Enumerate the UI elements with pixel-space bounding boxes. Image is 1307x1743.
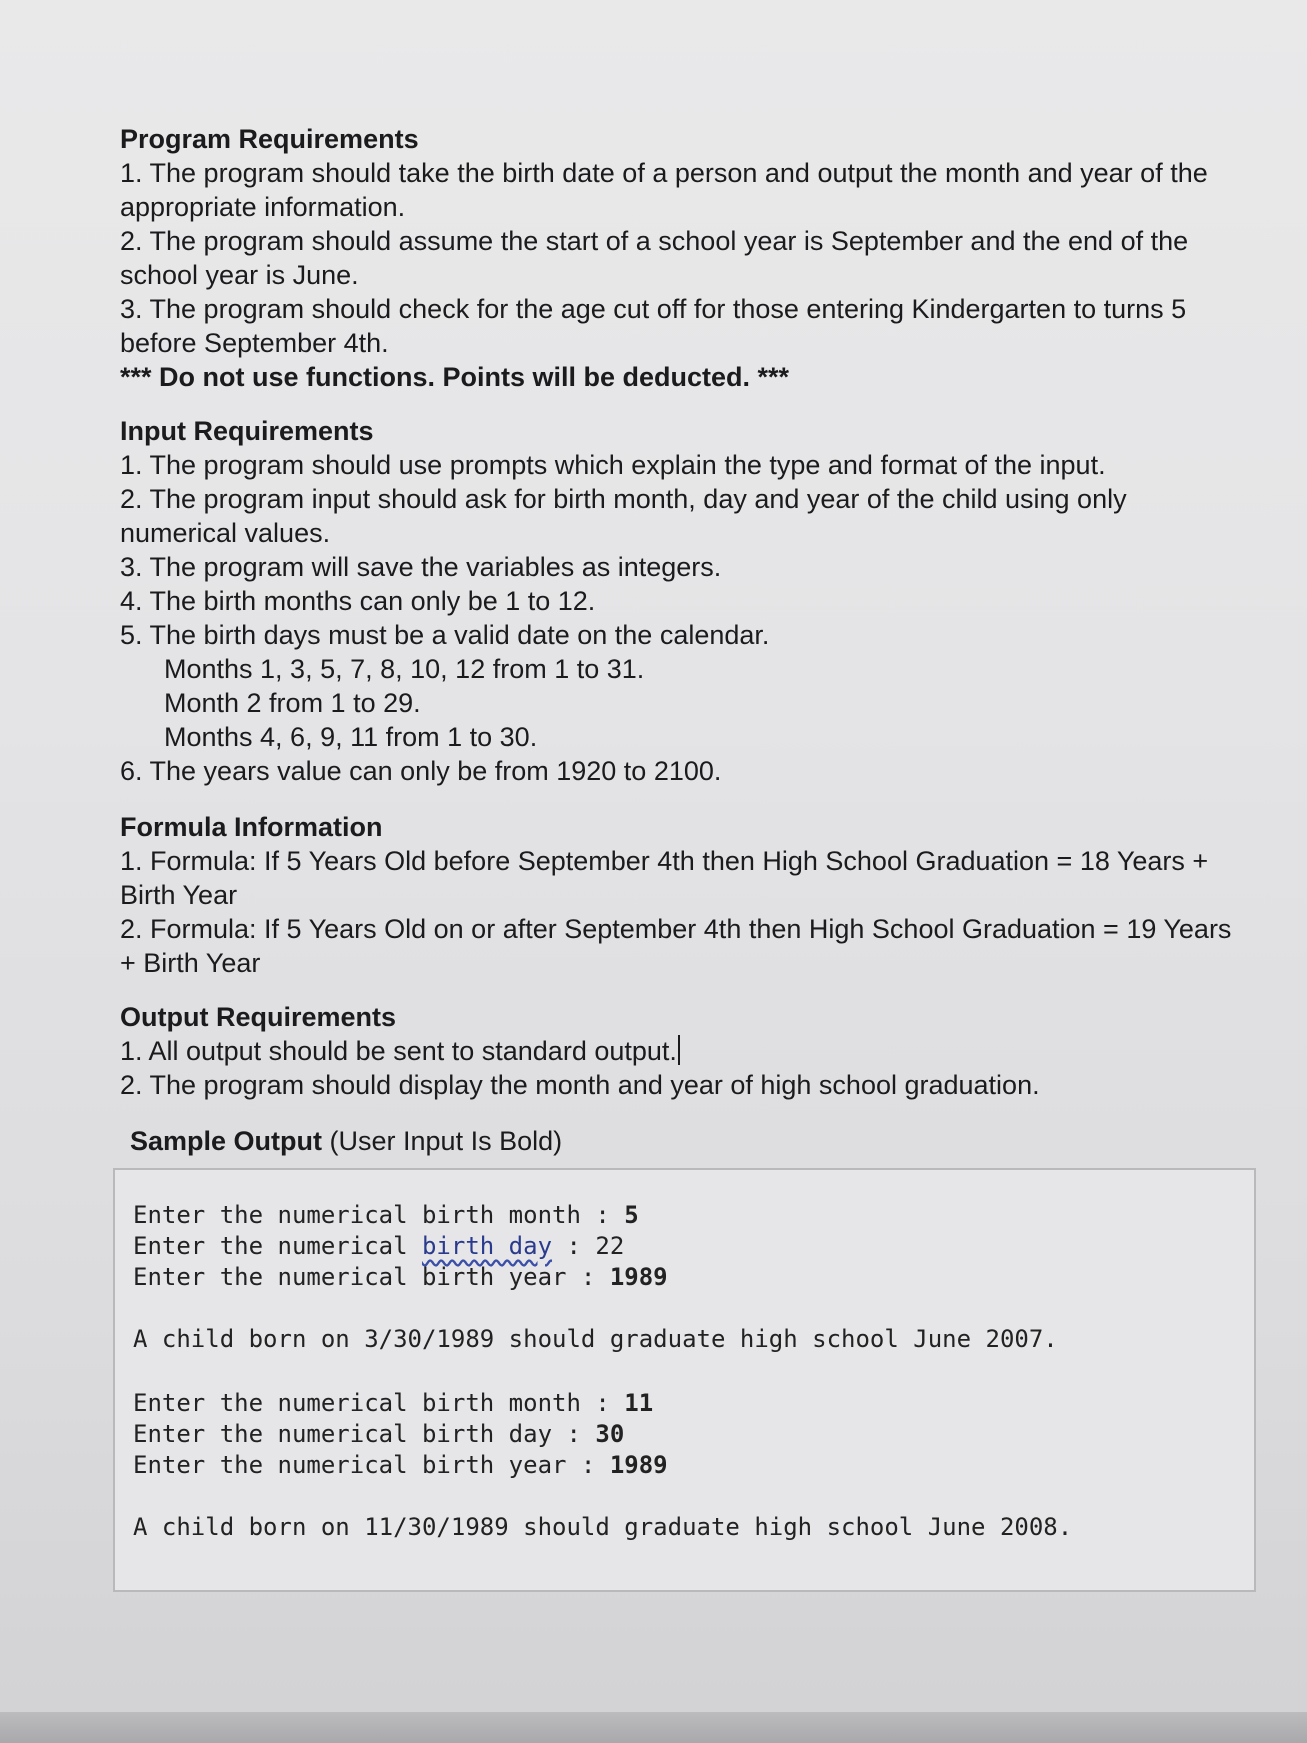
console-line [133,1450,668,1481]
valid-days-rule: Months 1, 3, 5, 7, 8, 10, 12 from 1 to 31. [164,654,645,684]
output-requirement-item: 2. The program should display the month and year of high school graduation. [120,1070,1040,1100]
user-input: 1989 [609,1451,668,1479]
valid-days-rule: Month 2 from 1 to 29. [164,688,421,718]
valid-days-rule: Months 4, 6, 9, 11 from 1 to 30. [164,722,538,752]
prompt-text: : [552,1232,596,1260]
input-requirement-item: 5. The birth days must be a valid date on the calendar. [120,620,770,650]
console-line [133,1231,624,1262]
sample-output-title-rest: (User Input Is Bold) [322,1126,563,1156]
user-input: 22 [595,1232,625,1260]
formula-information-heading: Formula Information [120,812,383,842]
input-requirement-item: 4. The birth months can only be 1 to 12. [120,586,596,616]
input-requirements-heading: Input Requirements [120,416,374,446]
prompt-text: Enter the numerical birth day : [133,1420,596,1448]
console-line [133,1388,653,1419]
output-requirements-heading: Output Requirements [120,1002,397,1032]
console-result-line: A child born on 3/30/1989 should graduate high school June 2007. [133,1325,1058,1353]
text-cursor [678,1035,680,1065]
prompt-text: Enter the numerical birth month : [133,1389,625,1417]
input-requirement-item: 3. The program will save the variables as integers. [120,552,722,582]
output-requirement-item [120,1034,1240,1068]
user-input: 5 [624,1201,639,1229]
console-line [133,1200,639,1231]
user-input: 30 [595,1420,625,1448]
formula-information-section [120,810,1240,980]
program-requirements-heading: Program Requirements [120,124,419,154]
sample-output-title-bold: Sample Output [130,1126,323,1156]
monitor-bezel [0,1712,1307,1743]
prompt-text: Enter the numerical birth year : [133,1263,610,1291]
formula-item: 2. Formula: If 5 Years Old on or after September 4th then High School Graduation = 19 Years + Birth Year [120,914,1232,978]
output-requirement-text: 1. All output should be sent to standard output. [120,1036,677,1066]
input-requirement-item: 2. The program input should ask for birth month, day and year of the child using only numerical values. [120,484,1127,548]
program-requirement-item: 1. The program should take the birth date of a person and output the month and year of the appropriate information. [120,158,1208,222]
input-requirements-section [120,414,1240,788]
user-input: 11 [624,1389,654,1417]
program-requirement-item: 2. The program should assume the start of a school year is September and the end of the school year is June. [120,226,1189,290]
sample-output-title [130,1124,562,1158]
input-requirement-item: 1. The program should use prompts which explain the type and format of the input. [120,450,1106,480]
no-functions-note: *** Do not use functions. Points will be deducted. *** [120,362,790,392]
console-line [133,1262,668,1293]
program-requirement-item: 3. The program should check for the age cut off for those entering Kindergarten to turns 5 before September 4th. [120,294,1187,358]
input-requirement-item: 6. The years value can only be from 1920 to 2100. [120,756,722,786]
prompt-text: Enter the numerical birth month : [133,1201,625,1229]
user-input: 1989 [609,1263,668,1291]
sample-output-console [113,1168,1256,1592]
output-requirements-section [120,1000,1240,1102]
prompt-text: Enter the numerical [133,1232,422,1260]
console-result-line: A child born on 11/30/1989 should graduate high school June 2008. [133,1513,1073,1541]
spellcheck-underlined-text: birth day [421,1232,553,1260]
program-requirements-section [120,122,1240,394]
console-line [133,1419,624,1450]
prompt-text: Enter the numerical birth year : [133,1451,610,1479]
formula-item: 1. Formula: If 5 Years Old before September 4th then High School Graduation = 18 Years + Birth Year [120,846,1209,910]
